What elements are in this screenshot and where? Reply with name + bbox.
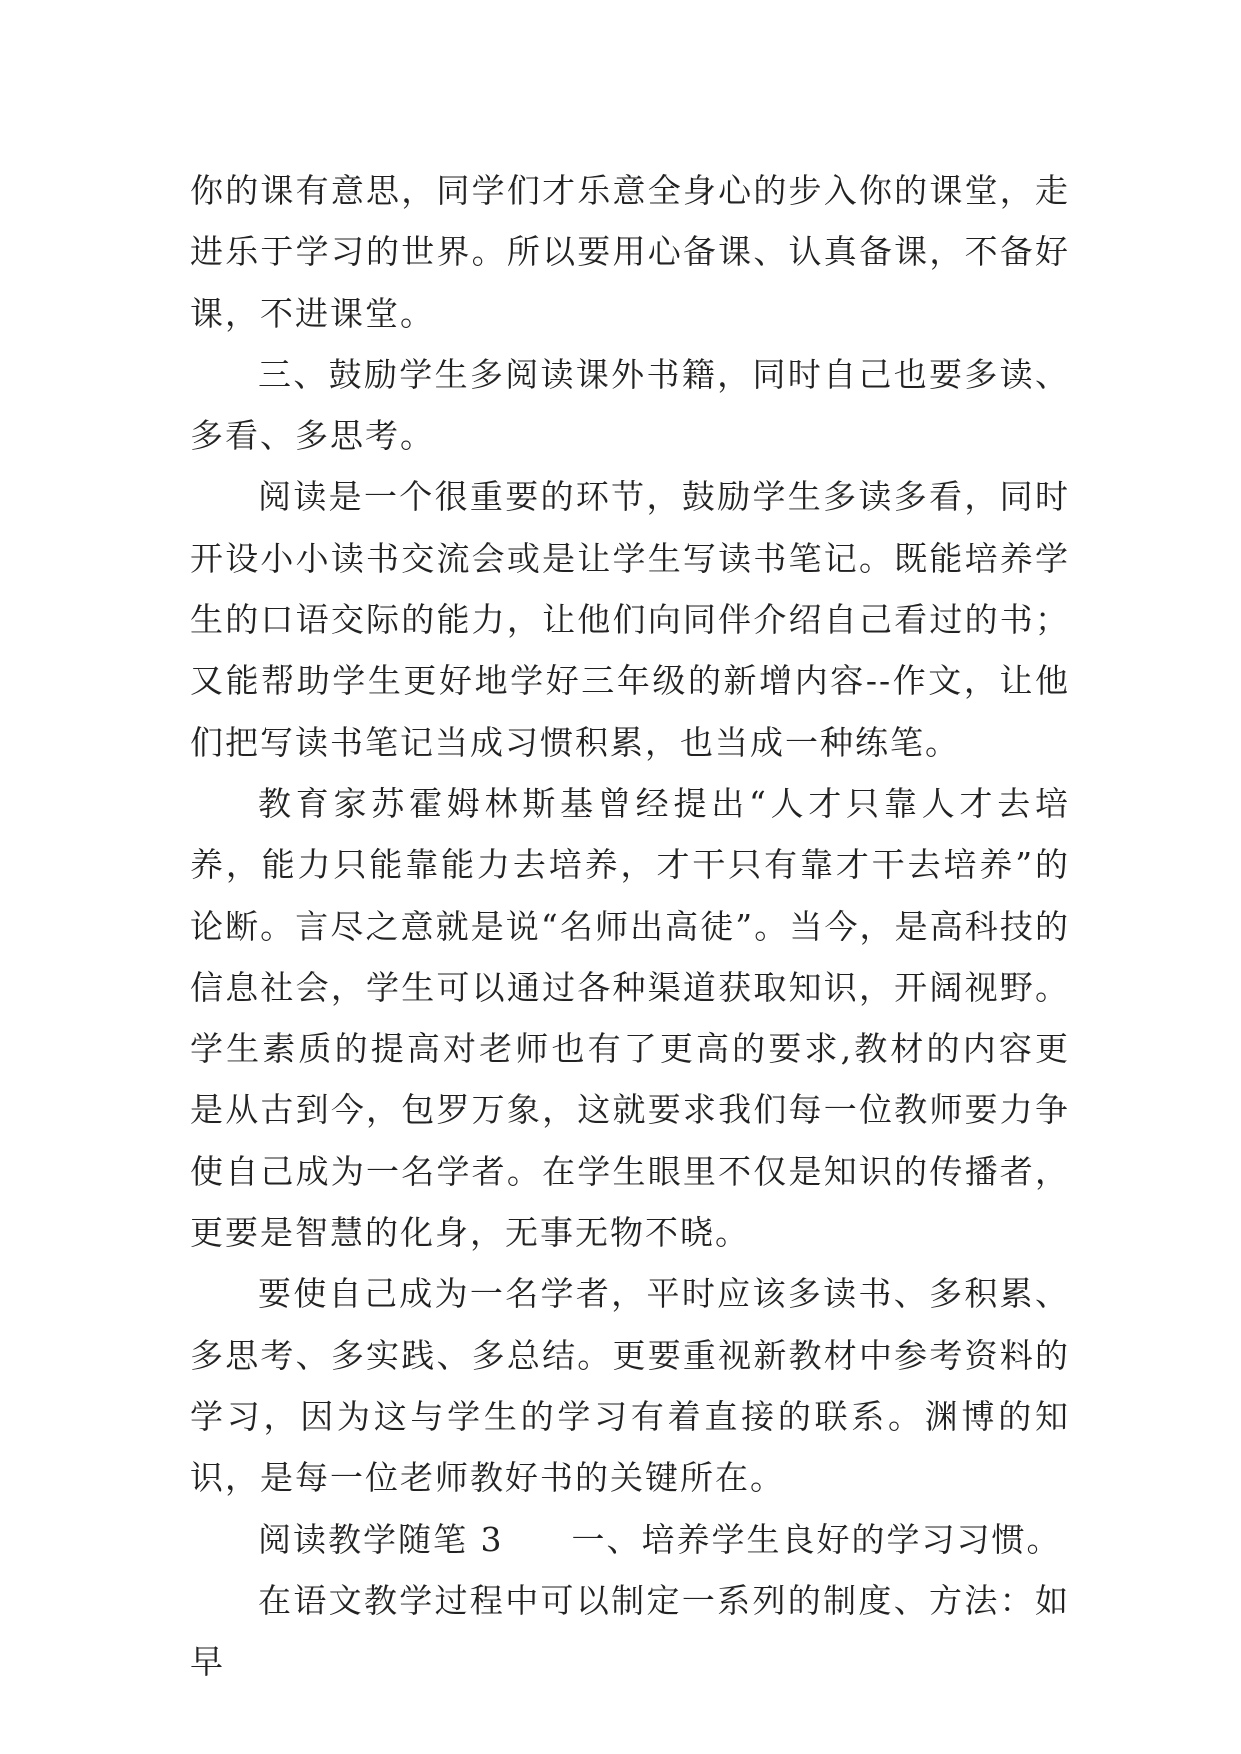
section-title: 阅读教学随笔 3 (258, 1519, 504, 1559)
paragraph-point-three: 三、鼓励学生多阅读课外书籍，同时自己也要多读、多看、多思考。 (190, 354, 1070, 456)
section-first-point: 一、培养学生良好的学习习惯。 (571, 1519, 1062, 1559)
document-body (190, 160, 1070, 1692)
paragraph-educator-quote: 教育家苏霍姆林斯基曾经提出“人才只靠人才去培养，能力只能靠能力去培养，才干只有靠才干去培养”的论断。言尽之意就是说“名师出高徒”。当今，是高科技的信息社会，学生可以通过各种渠道获取知识，开阔视野。学生素质的提高对老师也有了更高的要求,教材的内容更是从古到今，包罗万象，这就要求我们每一位教师要力争使自己成为一名学者。在学生眼里不仅是知识的传播者，更要是智慧的化身，无事无物不晓。 (190, 783, 1070, 1253)
section-heading-line (190, 1509, 1070, 1570)
paragraph-become-scholar: 要使自己成为一名学者，平时应该多读书、多积累、多思考、多实践、多总结。更要重视新教材中参考资料的学习，因为这与学生的学习有着直接的联系。渊博的知识，是每一位老师教好书的关键所在。 (190, 1274, 1070, 1498)
paragraph-methods: 在语文教学过程中可以制定一系列的制度、方法：如早 (190, 1580, 1070, 1682)
paragraph-intro: 你的课有意思，同学们才乐意全身心的步入你的课堂，走进乐于学习的世界。所以要用心备课、认真备课，不备好课，不进课堂。 (190, 171, 1070, 333)
paragraph-reading: 阅读是一个很重要的环节，鼓励学生多读多看，同时开设小小读书交流会或是让学生写读书笔记。既能培养学生的口语交际的能力，让他们向同伴介绍自己看过的书；又能帮助学生更好地学好三年级的新增内容--作文，让他们把写读书笔记当成习惯积累，也当成一种练笔。 (190, 477, 1070, 762)
